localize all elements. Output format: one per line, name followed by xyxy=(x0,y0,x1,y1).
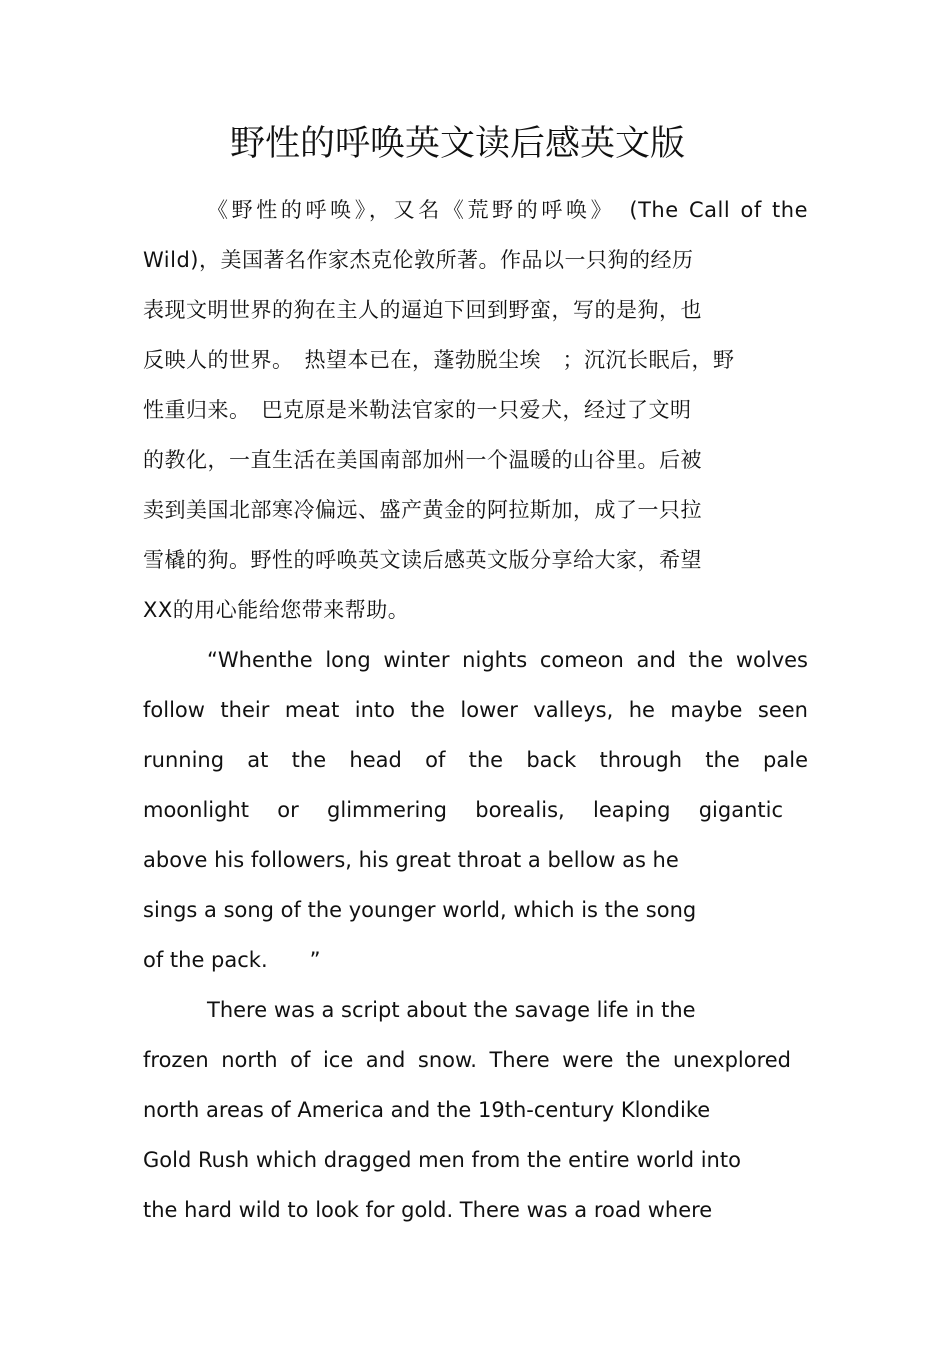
text-line: 的教化，一直生活在美国南部加州一个温暖的山谷里。后被 xyxy=(143,448,702,472)
text-line: XX的用心能给您带来帮助。 xyxy=(143,598,410,622)
text-line: frozen north of ice and snow. There were the unexplored xyxy=(143,1048,791,1072)
document-title: 野性的呼唤英文读后感英文版 xyxy=(229,124,685,164)
text-line: Gold Rush which dragged men from the entire world into xyxy=(143,1148,741,1172)
text-line: 表现文明世界的狗在主人的逼迫下回到野蛮，写的是狗，也 xyxy=(143,298,702,322)
text-line: 卖到美国北部寒冷偏远、盛产黄金的阿拉斯加，成了一只拉 xyxy=(143,498,702,522)
text-line: “Whenthe long winter nights comeon and the wolves xyxy=(207,648,808,672)
text-line: running at the head of the back through the pale xyxy=(143,748,808,772)
text-line: Wild)，美国著名作家杰克伦敦所著。作品以一只狗的经历 xyxy=(143,248,694,272)
text-line: of the pack. ” xyxy=(143,948,321,972)
text-line: above his followers, his great throat a bellow as he xyxy=(143,848,679,872)
text-line: follow their meat into the lower valleys, he maybe seen xyxy=(143,698,808,722)
document-body xyxy=(143,185,808,1235)
text-line: 反映人的世界。 热望本已在，蓬勃脱尘埃 ；沉沉长眠后，野 xyxy=(143,348,735,372)
text-line: sings a song of the younger world, which is the song xyxy=(143,898,697,922)
text-line: There was a script about the savage life in the xyxy=(207,998,696,1022)
text-line: north areas of America and the 19th-century Klondike xyxy=(143,1098,711,1122)
text-line: 《野性的呼唤》，又名《荒野的呼唤》 (The Call of the xyxy=(207,198,808,222)
text-line: 雪橇的狗。野性的呼唤英文读后感英文版分享给大家，希望 xyxy=(143,548,702,572)
text-line: moonlight or glimmering borealis, leaping gigantic xyxy=(143,798,783,822)
text-line: 性重归来。 巴克原是米勒法官家的一只爱犬，经过了文明 xyxy=(143,398,692,422)
text-line: the hard wild to look for gold. There was a road where xyxy=(143,1198,713,1222)
